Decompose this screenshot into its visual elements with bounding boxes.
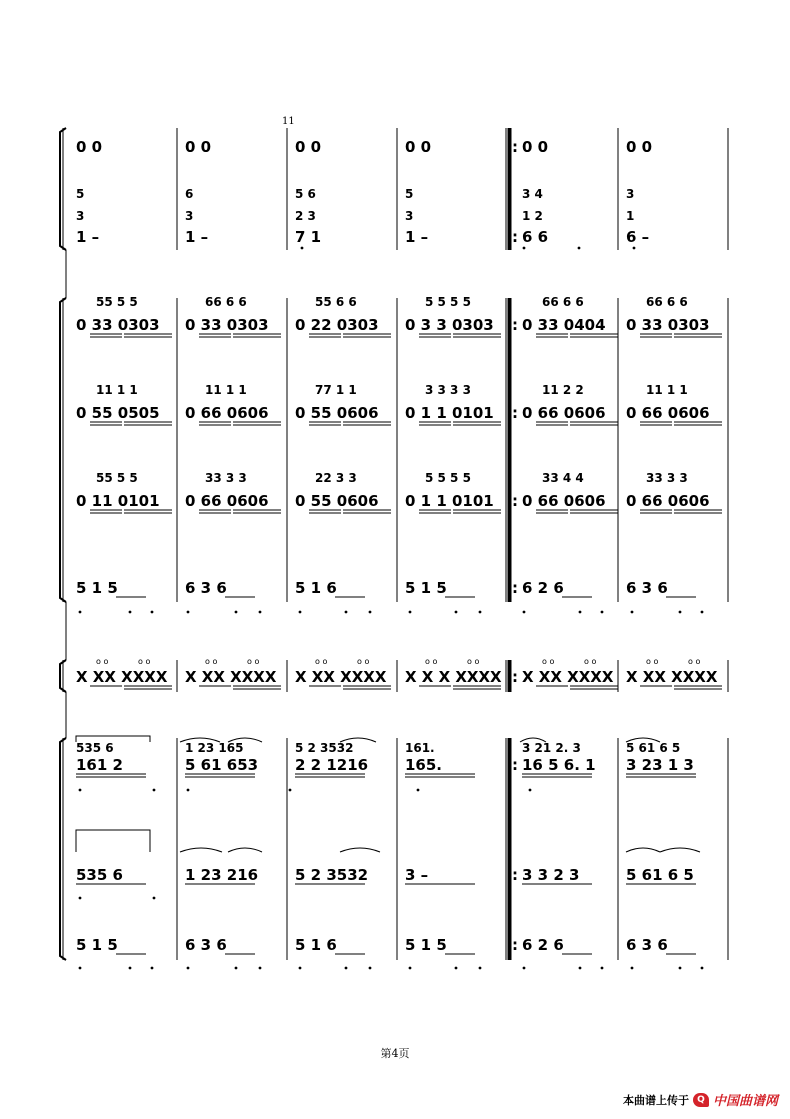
staff-c-upper-measure: 33 4 4 — [542, 471, 584, 485]
chord-mid-measure: 3 — [185, 209, 194, 223]
staff-a-lower-measure: 0 22 0303 — [295, 316, 379, 334]
chord-top-measure: 5 — [76, 187, 85, 201]
melody-upper-measure: 3 21 2. 3 — [522, 741, 581, 755]
melody-lower-measure: 161 2 — [76, 756, 123, 774]
octave-dot — [369, 611, 372, 614]
chord-bass-measure: 1 – — [185, 228, 209, 246]
footer-text: 本曲谱上传于 — [622, 1093, 689, 1107]
staff-b-upper-measure: 77 1 1 — [315, 383, 357, 397]
percussion-measure: X XX XXXX — [295, 668, 387, 686]
bass-measure: 6 3 6 — [185, 936, 227, 954]
staff-b-lower-measure: 0 55 0606 — [295, 404, 379, 422]
melody-upper-measure: 161. — [405, 741, 435, 755]
staff-c-lower-measure: 0 1 1 0101 — [405, 492, 494, 510]
melody-lower-measure: 2 2 1216 — [295, 756, 369, 774]
octave-dot — [259, 967, 262, 970]
octave-dot — [153, 789, 156, 792]
octave-dot — [417, 789, 420, 792]
harmony-measure: 3 – — [405, 866, 429, 884]
staff-c-lower-measure: 0 11 0101 — [76, 492, 160, 510]
octave-dot — [79, 897, 82, 900]
melody-upper-measure: 1 23 165 — [185, 741, 244, 755]
accent-mark: o o — [584, 657, 597, 666]
bass-measure: 5 1 5 — [405, 936, 447, 954]
staff-d-lower-measure: 5 1 6 — [295, 579, 337, 597]
staff-c-upper-measure: 55 5 5 — [96, 471, 138, 485]
staff-a-lower-measure: 0 33 0303 — [626, 316, 710, 334]
accent-mark: o o — [247, 657, 260, 666]
staff-b-lower-measure: 0 55 0505 — [76, 404, 160, 422]
harmony-measure: 1 23 216 — [185, 866, 259, 884]
staff-a-upper-measure: 5 5 5 5 — [425, 295, 471, 309]
staff-d-lower-measure: 6 3 6 — [626, 579, 668, 597]
percussion-measure: X XX XXXX — [76, 668, 168, 686]
staff-a-upper-measure: 66 6 6 — [205, 295, 247, 309]
bass-measure: 6 2 6 — [522, 936, 564, 954]
staff-c-upper-measure: 5 5 5 5 — [425, 471, 471, 485]
bass-measure: 5 1 6 — [295, 936, 337, 954]
accent-mark: o o — [205, 657, 218, 666]
slur — [228, 848, 262, 852]
staff-b-lower-measure: 0 1 1 0101 — [405, 404, 494, 422]
octave-dot — [299, 611, 302, 614]
staff-c-upper-measure: 22 3 3 — [315, 471, 357, 485]
octave-dot — [523, 247, 526, 250]
percussion-measure: X XX XXXX — [626, 668, 718, 686]
octave-dot — [578, 247, 581, 250]
octave-dot — [235, 967, 238, 970]
footer-upload-note — [623, 1090, 778, 1109]
slur — [340, 848, 380, 852]
octave-dot — [523, 967, 526, 970]
repeat-colon: : — [512, 404, 518, 422]
melody-lower-measure: 5 61 653 — [185, 756, 259, 774]
footer-brand: 中国曲谱网 — [712, 1094, 778, 1109]
repeat-colon: : — [512, 756, 518, 774]
staff-b-upper-measure: 11 2 2 — [542, 383, 584, 397]
repeat-colon: : — [512, 138, 518, 156]
chord-top-measure: 3 4 — [522, 187, 543, 201]
repeat-colon: : — [512, 316, 518, 334]
melody-rest-measure: 0 0 — [522, 138, 549, 156]
octave-dot — [345, 967, 348, 970]
octave-dot — [409, 611, 412, 614]
octave-dot — [529, 789, 532, 792]
staff-a-upper-measure: 66 6 6 — [542, 295, 584, 309]
chord-bass-measure: 6 – — [626, 228, 650, 246]
measure-number: 11 — [282, 116, 295, 127]
melody-rest-measure: 0 0 — [626, 138, 653, 156]
octave-dot — [455, 967, 458, 970]
repeat-colon: : — [512, 668, 518, 686]
staff-b-lower-measure: 0 66 0606 — [522, 404, 606, 422]
chord-bass-measure: 6 6 — [522, 228, 549, 246]
octave-dot — [151, 967, 154, 970]
staff-a-upper-measure: 55 6 6 — [315, 295, 357, 309]
octave-dot — [633, 247, 636, 250]
repeat-colon: : — [512, 936, 518, 954]
octave-dot — [409, 967, 412, 970]
octave-dot — [129, 967, 132, 970]
melody-rest-measure: 0 0 — [185, 138, 212, 156]
staff-b-upper-measure: 11 1 1 — [646, 383, 688, 397]
melody-lower-measure: 165. — [405, 756, 443, 774]
harmony-measure: 5 2 3532 — [295, 866, 369, 884]
harmony-measure: 535 6 — [76, 866, 123, 884]
staff-c-upper-measure: 33 3 3 — [646, 471, 688, 485]
melody-upper-measure: 535 6 — [76, 741, 114, 755]
octave-dot — [701, 611, 704, 614]
octave-dot — [679, 967, 682, 970]
octave-dot — [455, 611, 458, 614]
accent-mark: o o — [467, 657, 480, 666]
harmony-measure: 5 61 6 5 — [626, 866, 694, 884]
octave-dot — [129, 611, 132, 614]
melody-rest-measure: 0 0 — [295, 138, 322, 156]
slur — [626, 848, 660, 852]
accent-mark: o o — [646, 657, 659, 666]
octave-dot — [301, 247, 304, 250]
slur-bracket — [76, 830, 150, 852]
staff-c-lower-measure: 0 66 0606 — [522, 492, 606, 510]
octave-dot — [289, 789, 292, 792]
chord-mid-measure: 2 3 — [295, 209, 316, 223]
staff-d-lower-measure: 6 2 6 — [522, 579, 564, 597]
chord-bass-measure: 7 1 — [295, 228, 322, 246]
accent-mark: o o — [96, 657, 109, 666]
repeat-colon: : — [512, 866, 518, 884]
slur — [180, 848, 222, 852]
percussion-measure: X XX XXXX — [185, 668, 277, 686]
melody-lower-measure: 3 23 1 3 — [626, 756, 694, 774]
octave-dot — [345, 611, 348, 614]
chord-bass-measure: 1 – — [405, 228, 429, 246]
bass-measure: 6 3 6 — [626, 936, 668, 954]
octave-dot — [299, 967, 302, 970]
melody-rest-measure: 0 0 — [76, 138, 103, 156]
octave-dot — [187, 611, 190, 614]
melody-lower-measure: 16 5 6. 1 — [522, 756, 596, 774]
melody-upper-measure: 5 2 3532 — [295, 741, 354, 755]
staff-a-lower-measure: 0 33 0303 — [76, 316, 160, 334]
staff-c-upper-measure: 33 3 3 — [205, 471, 247, 485]
staff-a-lower-measure: 0 3 3 0303 — [405, 316, 494, 334]
staff-a-lower-measure: 0 33 0404 — [522, 316, 606, 334]
octave-dot — [523, 611, 526, 614]
octave-dot — [259, 611, 262, 614]
accent-mark: o o — [357, 657, 370, 666]
chord-top-measure: 5 — [405, 187, 414, 201]
melody-rest-measure: 0 0 — [405, 138, 432, 156]
staff-a-lower-measure: 0 33 0303 — [185, 316, 269, 334]
staff-d-lower-measure: 6 3 6 — [185, 579, 227, 597]
octave-dot — [601, 967, 604, 970]
staff-a-upper-measure: 66 6 6 — [646, 295, 688, 309]
staff-b-upper-measure: 11 1 1 — [205, 383, 247, 397]
octave-dot — [187, 789, 190, 792]
melody-upper-measure: 5 61 6 5 — [626, 741, 681, 755]
chord-top-measure: 5 6 — [295, 187, 316, 201]
octave-dot — [631, 611, 634, 614]
octave-dot — [679, 611, 682, 614]
percussion-measure: X XX XXXX — [522, 668, 614, 686]
octave-dot — [579, 967, 582, 970]
staff-c-lower-measure: 0 66 0606 — [185, 492, 269, 510]
chord-top-measure: 3 — [626, 187, 635, 201]
octave-dot — [79, 611, 82, 614]
accent-mark: o o — [425, 657, 438, 666]
octave-dot — [631, 967, 634, 970]
repeat-colon: : — [512, 579, 518, 597]
staff-b-lower-measure: 0 66 0606 — [185, 404, 269, 422]
slur — [660, 848, 700, 852]
chord-bass-measure: 1 – — [76, 228, 100, 246]
repeat-colon: : — [512, 492, 518, 510]
repeat-colon: : — [512, 228, 518, 246]
accent-mark: o o — [542, 657, 555, 666]
octave-dot — [601, 611, 604, 614]
chord-top-measure: 6 — [185, 187, 194, 201]
staff-d-lower-measure: 5 1 5 — [76, 579, 118, 597]
accent-mark: o o — [688, 657, 701, 666]
harmony-measure: 3 3 2 3 — [522, 866, 580, 884]
chord-mid-measure: 3 — [405, 209, 414, 223]
octave-dot — [153, 897, 156, 900]
octave-dot — [479, 611, 482, 614]
chord-mid-measure: 1 — [626, 209, 635, 223]
octave-dot — [579, 611, 582, 614]
octave-dot — [369, 967, 372, 970]
octave-dot — [79, 789, 82, 792]
staff-a-upper-measure: 55 5 5 — [96, 295, 138, 309]
staff-b-upper-measure: 3 3 3 3 — [425, 383, 471, 397]
accent-mark: o o — [315, 657, 328, 666]
octave-dot — [151, 611, 154, 614]
chord-mid-measure: 3 — [76, 209, 85, 223]
staff-b-lower-measure: 0 66 0606 — [626, 404, 710, 422]
staff-c-lower-measure: 0 66 0606 — [626, 492, 710, 510]
accent-mark: o o — [138, 657, 151, 666]
staff-c-lower-measure: 0 55 0606 — [295, 492, 379, 510]
bass-measure: 5 1 5 — [76, 936, 118, 954]
octave-dot — [701, 967, 704, 970]
octave-dot — [235, 611, 238, 614]
chord-mid-measure: 1 2 — [522, 209, 543, 223]
octave-dot — [187, 967, 190, 970]
brand-logo-icon: Q — [693, 1093, 709, 1107]
octave-dot — [479, 967, 482, 970]
page-number: 第4页 — [380, 1047, 410, 1060]
octave-dot — [79, 967, 82, 970]
staff-d-lower-measure: 5 1 5 — [405, 579, 447, 597]
staff-b-upper-measure: 11 1 1 — [96, 383, 138, 397]
percussion-measure: X X X XXXX — [405, 668, 502, 686]
